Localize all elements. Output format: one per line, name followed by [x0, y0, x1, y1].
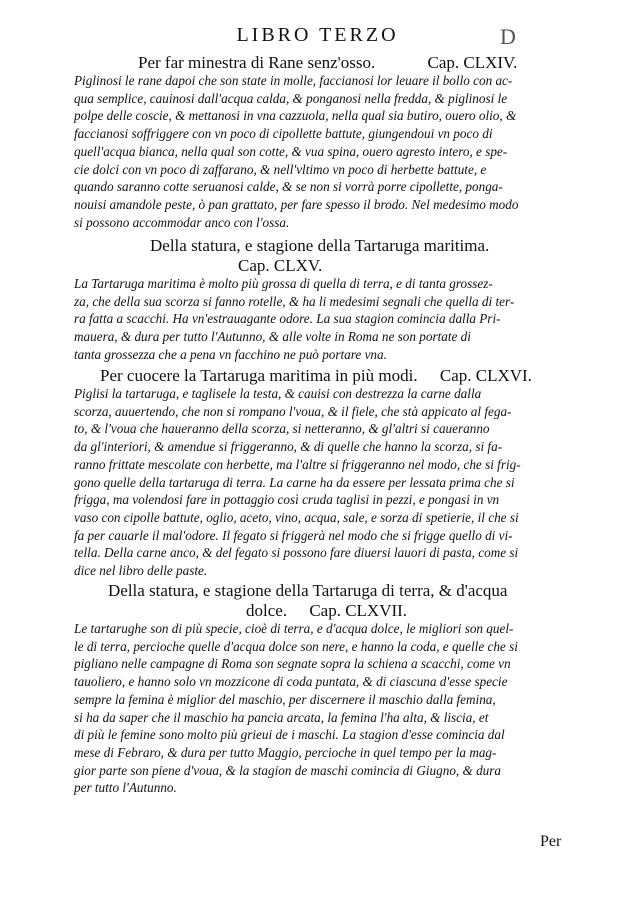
- text-line: to, & l'voua che haueranno della scorza, si netteranno, & gl'altri si caueranno: [74, 421, 490, 437]
- text-line: Piglisi la tartaruga, e taglisele la testa, & cauisi con destrezza la carne dalla: [74, 386, 482, 401]
- text-line: qua semplice, cauinosi dall'acqua calda, & ponganosi nella fredda, & piglinosi le: [74, 90, 508, 106]
- text-line: Piglinosi le rane dapoi che son state in molle, faccianosi lor leuare il bollo con ac-: [74, 73, 513, 88]
- text-line: faccianosi soffriggere con vn poco di cipollette battute, giungendoui vn poco di: [74, 126, 493, 142]
- section-title: Della statura, e stagione della Tartaruga di terra, & d'acqua: [108, 581, 508, 600]
- text-line: ranno frittate mescolate con herbette, ma l'altre si friggeranno nel modo, che si frig-: [74, 456, 521, 472]
- text-line: scorza, auuertendo, che non si rompano l'voua, & il fiele, che stà appicato al fega-: [74, 403, 512, 419]
- text-line: cie dolci con vn poco di zaffarano, & nell'vltimo vn poco di herbette battute, e: [74, 161, 487, 177]
- text-line: di più le femine sono molto più grieui de i maschi. La stagion d'esse comincia dal: [74, 727, 505, 743]
- text-line: ra fatta a scacchi. Ha vn'estrauagante odore. La sua stagion comincia dalla Pri-: [74, 311, 501, 327]
- text-line: tanta grossezza che a pena vn facchino ne può portare vna.: [74, 346, 387, 362]
- text-line: fa per cauarle il mal'odore. Il fegato si friggerà nel modo che si frigge quello di vi-: [74, 527, 513, 543]
- running-head: [0, 24, 635, 47]
- section-heading-line-2: [74, 602, 584, 620]
- running-head-title: LIBRO TERZO: [236, 24, 399, 46]
- text-line: si ha da saper che il maschio ha pancia arcata, la femina l'ha alta, & liscia, et: [74, 709, 489, 725]
- text-line: za, che della sua scorza si fanno rotelle, & ha li medesimi segnali che quella di ter-: [74, 293, 515, 309]
- text-line: La Tartaruga maritima è molto più grossa di quella di terra, e di tanta grossez-: [74, 276, 493, 291]
- text-line: le di terra, percioche quelle d'acqua dolce son nere, e hanno la coda, e quelle che si: [74, 638, 518, 654]
- section-body: [74, 385, 584, 580]
- text-line: Le tartarughe son di più specie, cioè di terra, e d'acqua dolce, le migliori son quel-: [74, 621, 514, 636]
- text-line: nouisi amandole peste, ò pan grattato, per fare spesso il brodo. Nel medesimo modo: [74, 196, 519, 212]
- catchword: Per: [540, 833, 562, 850]
- text-line: frigga, ma volendosi fare in pottaggio così cruda taglisi in pezzi, e pongasi in vn: [74, 492, 500, 508]
- text-line: gono quelle della tartaruga di terra. La carne ha da essere per lessata prima che si: [74, 474, 515, 490]
- section-heading: [74, 54, 584, 72]
- section-heading: [74, 367, 584, 385]
- text-line: quell'acqua bianca, nella qual son cotte, & vua spina, ouero agresto intero, e spe-: [74, 143, 508, 159]
- chapter-number: Cap. CLXVI.: [439, 366, 532, 385]
- text-line: per tutto l'Autunno.: [74, 780, 177, 796]
- chapter-number: Cap. CLXVII.: [309, 601, 408, 620]
- text-line: dice nel libro delle paste.: [74, 563, 208, 579]
- section-body: [74, 620, 584, 797]
- section-title: Della statura, e stagione della Tartaruga maritima.: [150, 236, 490, 255]
- section-chapter-166: [74, 367, 584, 580]
- text-line: mauera, & dura per tutto l'Autunno, & alle volte in Roma ne son portate di: [74, 329, 471, 345]
- text-line: vaso con cipolle battute, oglio, aceto, vino, acqua, sale, e sorza di spetierie, il che si: [74, 509, 519, 525]
- text-line: si possono accommodar anco con l'ossa.: [74, 214, 290, 230]
- section-chapter-164: [74, 54, 584, 231]
- section-body: [74, 275, 584, 364]
- text-line: tella. Della carne anco, & del fegato si possono fare diuersi lauori di pasta, come si: [74, 545, 519, 561]
- section-heading: [74, 582, 584, 600]
- text-line: mese di Febraro, & dura per tutto Maggio, percioche in quel tempo per la mag-: [74, 744, 497, 760]
- chapter-number: Cap. CLXIV.: [427, 53, 518, 72]
- section-body: [74, 72, 584, 231]
- text-line: quando saranno cotte seruanosi calde, & se non si vorrà porre cipollette, ponga-: [74, 179, 503, 195]
- section-heading-line-2: [74, 257, 584, 275]
- section-chapter-165: [74, 237, 584, 364]
- section-title: Per far minestra di Rane senz'osso.: [138, 53, 376, 72]
- section-chapter-167: [74, 582, 584, 797]
- text-line: da gl'interiori, & amendue si friggeranno, & di quelle che hanno la scorza, si fa-: [74, 439, 503, 455]
- text-line: sempre la femina è miglior del maschio, per discernere il maschio dalla femina,: [74, 691, 496, 707]
- text-line: tauoliero, e hanno solo vn mozzicone di coda puntata, & di ciascuna d'esse specie: [74, 674, 508, 690]
- section-title-continued: dolce.: [246, 601, 288, 620]
- chapter-number: Cap. CLXV.: [238, 256, 323, 275]
- text-line: pigliano nelle campagne di Roma son segnate sopra la schiena a scacchi, come vn: [74, 656, 511, 672]
- section-title: Per cuocere la Tartaruga maritima in più modi.: [100, 366, 418, 385]
- bleed-through-initial: D: [500, 24, 516, 49]
- text-line: polpe delle coscie, & mettanosi in vna cazzuola, nella qual sia butiro, ouero olio, &: [74, 108, 517, 124]
- text-line: gior parte son piene d'voua, & la stagion de maschi comincia di Giugno, & dura: [74, 762, 501, 778]
- section-heading: [74, 237, 584, 255]
